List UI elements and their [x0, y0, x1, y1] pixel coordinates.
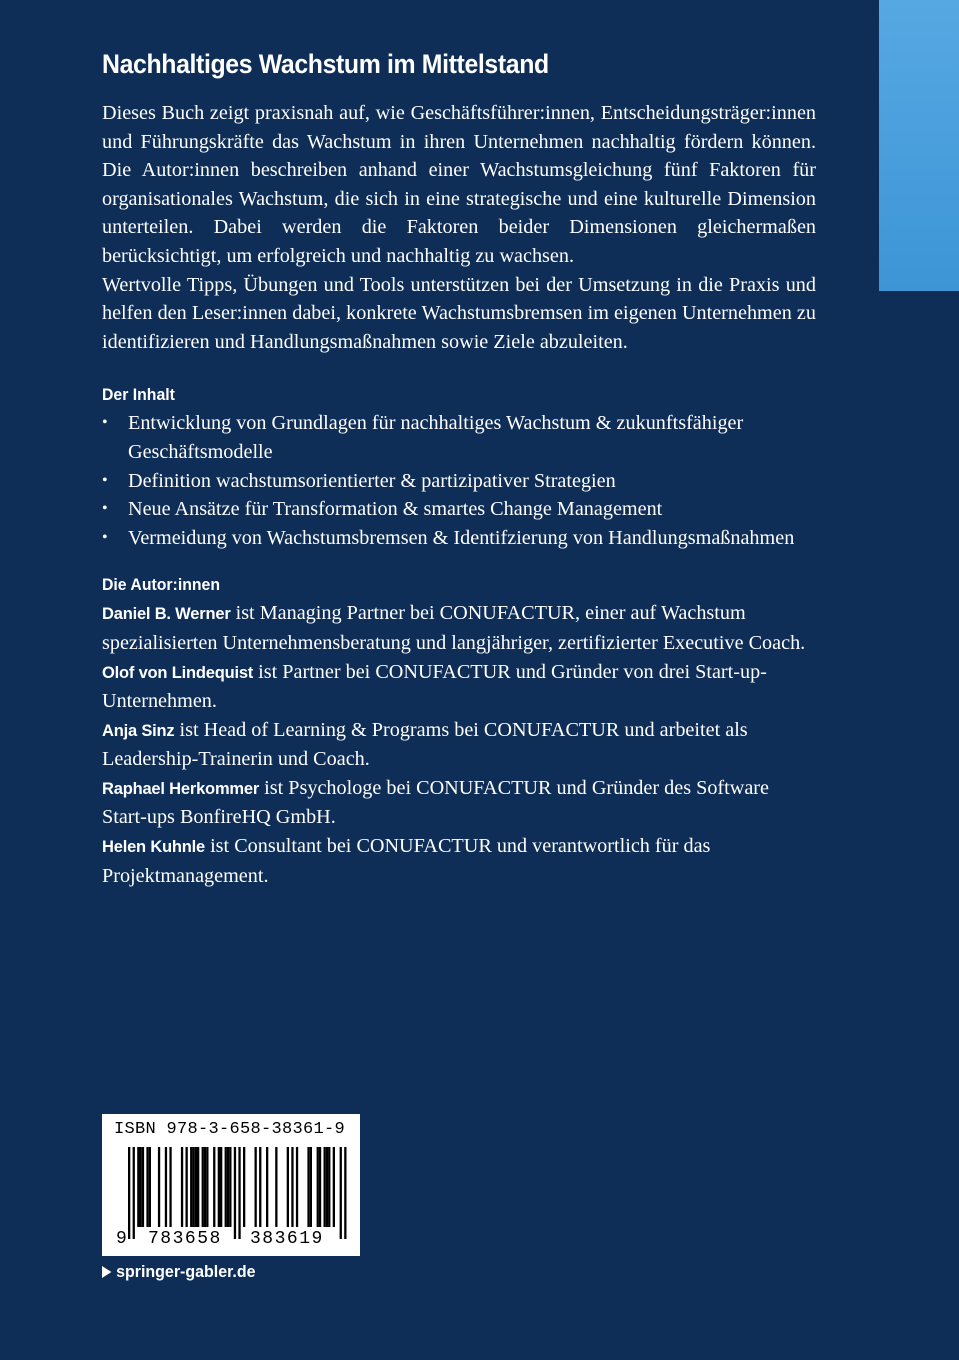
bullet-icon: • [102, 500, 108, 518]
contents-item [102, 495, 816, 524]
barcode-bar [296, 1147, 298, 1227]
barcode-bar [229, 1147, 231, 1227]
author-name: Raphael Herkommer [102, 779, 260, 798]
book-title: Nachhaltiges Wachstum im Mittelstand [102, 49, 549, 79]
barcode-bar [324, 1147, 326, 1227]
barcode-bar [169, 1147, 171, 1227]
contents-item [102, 467, 816, 496]
author-bio [102, 716, 816, 774]
website-link[interactable] [102, 1262, 256, 1282]
barcode-guard-bar [128, 1147, 130, 1239]
barcode-guard-bar [133, 1147, 135, 1239]
contents-heading: Der Inhalt [102, 385, 175, 405]
contents-item-text: Definition wachstumsorientierter & partizipativer Strategien [128, 469, 616, 492]
barcode-bar [213, 1147, 215, 1227]
barcode-bar [220, 1147, 222, 1227]
author-bio [102, 599, 816, 657]
barcode-bar [204, 1147, 206, 1227]
contents-section [102, 381, 816, 552]
author-bio-text: ist Psychologe bei CONUFACTUR und Gründer des Software Start-ups BonfireHQ GmbH. [102, 776, 769, 829]
author-bio-text: ist Managing Partner bei CONUFACTUR, einer auf Wachstum spezialisierten Unternehmensberatung und langjähriger, zertifizierter Executive Coach. [102, 602, 806, 654]
barcode-bar [192, 1147, 194, 1227]
isbn-label: ISBN 978-3-658-38361-9 [114, 1120, 346, 1139]
barcode-bar [287, 1147, 289, 1227]
barcode-bar [158, 1147, 160, 1227]
barcode-bar [190, 1147, 192, 1227]
barcode-bar [333, 1147, 335, 1227]
barcode-bar [197, 1147, 199, 1227]
barcode-bar [181, 1147, 183, 1227]
barcode-guard-bar [344, 1147, 346, 1239]
barcode-bar [146, 1147, 148, 1227]
author-name: Olof von Lindequist [102, 663, 254, 682]
barcode-bar [142, 1147, 144, 1227]
ean-left-digits: 783658 [148, 1229, 222, 1249]
barcode-bar [266, 1147, 268, 1227]
bullet-icon: • [102, 414, 108, 432]
barcode-guard-bar [238, 1147, 240, 1239]
barcode-bar [291, 1147, 293, 1227]
barcode-bar [149, 1147, 151, 1227]
barcode-bar [255, 1147, 257, 1227]
barcode-bar [165, 1147, 167, 1227]
barcode-bar [140, 1147, 142, 1227]
contents-item-text: Entwicklung von Grundlagen für nachhaltiges Wachstum & zukunftsfähiger Geschäftsmodelle [128, 412, 744, 463]
barcode-bar [326, 1147, 328, 1227]
barcode-bar [225, 1147, 227, 1227]
contents-list [102, 409, 816, 552]
barcode-bar [186, 1147, 188, 1227]
ean-lead-digit: 9 [116, 1229, 129, 1249]
isbn-barcode [102, 1114, 360, 1256]
barcode-guard-bar [340, 1147, 342, 1239]
back-cover-content [102, 44, 816, 890]
barcode-bar [310, 1147, 312, 1227]
barcode-guard-bar [234, 1147, 236, 1239]
barcode-bar [243, 1147, 245, 1227]
barcode-bar [195, 1147, 197, 1227]
contents-item [102, 409, 816, 466]
author-bio-text: ist Consultant bei CONUFACTUR und verantwortlich für das Projektmanagement. [102, 835, 711, 887]
bullet-icon: • [102, 471, 108, 489]
author-bio [102, 832, 816, 890]
right-triangle-icon [102, 1266, 111, 1278]
author-bio [102, 774, 816, 832]
description-paragraph-2: Wertvolle Tipps, Übungen und Tools unterstützen bei der Umsetzung in die Praxis und helfen den Leser:innen dabei, konkrete Wachstumsbremsen im eigenen Unternehmen zu identifizieren und Handlungsmaßnahmen sowie Ziele abzuleiten. [102, 273, 816, 353]
contents-item-text: Neue Ansätze für Transformation & smartes Change Management [128, 498, 663, 521]
author-name: Daniel B. Werner [102, 605, 231, 624]
barcode-bar [218, 1147, 220, 1227]
bullet-icon: • [102, 528, 108, 546]
author-name: Helen Kuhnle [102, 838, 206, 857]
barcode-bar [307, 1147, 309, 1227]
barcode-bar [137, 1147, 139, 1227]
authors-section [102, 571, 816, 890]
barcode-bar [227, 1147, 229, 1227]
authors-heading: Die Autor:innen [102, 575, 220, 595]
author-name: Anja Sinz [102, 721, 175, 740]
author-bio-text: ist Head of Learning & Programs bei CONUFACTUR und arbeitet als Leadership-Trainerin und Coach. [102, 718, 748, 771]
barcode-bar [328, 1147, 330, 1227]
barcode-bar [259, 1147, 261, 1227]
barcode-bar [317, 1147, 319, 1227]
ean-right-digits: 383619 [250, 1229, 324, 1249]
contents-item [102, 524, 816, 553]
barcode-bar [206, 1147, 208, 1227]
accent-tab [879, 0, 959, 291]
barcode-bar [202, 1147, 204, 1227]
barcode-bar [319, 1147, 321, 1227]
author-bio [102, 658, 816, 716]
description-paragraph-1: Dieses Buch zeigt praxisnah auf, wie Geschäftsführer:innen, Entscheidungsträger:innen und Führungskräfte das Wachstum in ihren Unternehmen nachhaltig fördern können. Die Autor:innen beschreiben anhand einer Wachstumsgleichung fünf Faktoren für organisationales Wachstum, die sich in eine strategische und eine kulturelle Dimension unterteilen. Dabei werden die Faktoren beider Dimensionen gleichermaßen berücksichtigt, um erfolgreich und nachhaltig zu wachsen. [102, 102, 816, 267]
contents-item-text: Vermeidung von Wachstumsbremsen & Identifzierung von Handlungsmaßnahmen [128, 526, 795, 549]
author-bio-text: ist Partner bei CONUFACTUR und Gründer von drei Start-up-Unternehmen. [102, 660, 767, 713]
website-link-text: springer-gabler.de [116, 1262, 256, 1281]
barcode-bar [275, 1147, 277, 1227]
